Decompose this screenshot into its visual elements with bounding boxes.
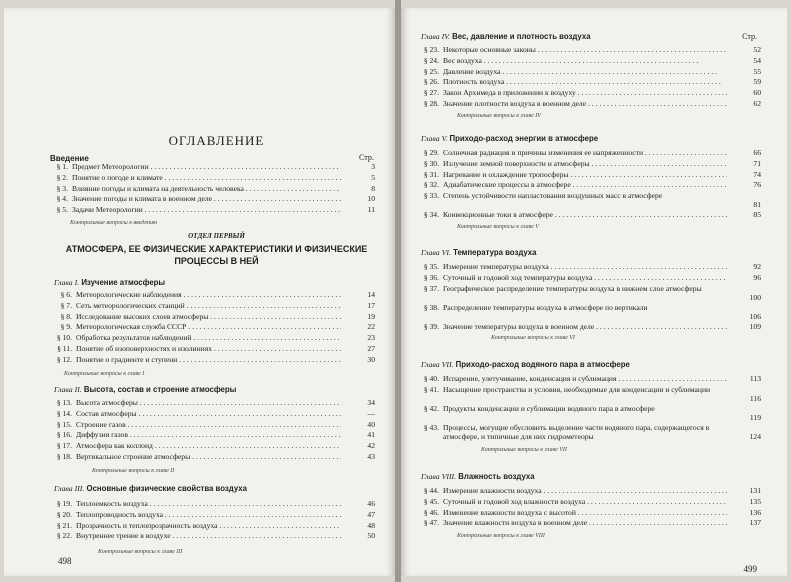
chapter-number: Глава VII. — [421, 360, 454, 369]
entry-text: Насыщение пространства и условия, необходимые для конденсации и сублимации — [443, 384, 711, 394]
chapter-number: Глава VIII. — [421, 472, 457, 481]
entry-text: Значение плотности воздуха в военном деле . . . — [443, 99, 727, 110]
chapter-1 — [54, 278, 375, 377]
chapter-heading — [421, 472, 761, 481]
entry-page: 96 — [753, 272, 761, 282]
toc-entry[interactable] — [54, 409, 375, 420]
entry-number: § 47. — [423, 518, 439, 528]
entry-text: Плотность воздуха . . . — [443, 77, 727, 88]
introduction-heading: Введение — [50, 154, 89, 163]
entry-number: § 36. — [423, 272, 439, 282]
toc-entry[interactable] — [50, 205, 375, 216]
toc-entry[interactable] — [421, 88, 761, 99]
chapter-number: Глава II. — [54, 385, 82, 394]
entry-page: 100 — [749, 292, 761, 302]
entry-text: Влияние погоды и климата на деятельность человека . . . — [72, 184, 341, 195]
toc-entry[interactable] — [421, 170, 761, 181]
entry-text: Внутреннее трение в воздухе . . . — [76, 531, 341, 542]
entry-text: Понятие о градиенте и ступени . . . — [76, 355, 341, 366]
entry-number: § 1. — [56, 162, 68, 171]
entry-page: 113 — [749, 374, 761, 383]
entry-page: 30 — [367, 354, 375, 364]
toc-title: ОГЛАВЛЕНИЕ — [168, 133, 265, 148]
entry-text: Адиабатические процессы в атмосфере . . . — [443, 180, 727, 191]
entry-page: 59 — [753, 77, 761, 87]
entry-number: § 3. — [56, 183, 68, 193]
left-page — [4, 8, 395, 576]
intro-control-questions: Контрольные вопросы к введению — [70, 219, 158, 226]
toc-entry[interactable] — [421, 191, 761, 210]
entry-number: § 17. — [56, 441, 72, 451]
entry-number: § 20. — [56, 509, 72, 519]
entry-page: 22 — [367, 322, 375, 332]
entry-number: § 23. — [423, 45, 439, 54]
chapter-control-questions: Контрольные вопросы к главе I — [64, 370, 145, 377]
entry-text: Закон Архимеда в приложении к воздуху . . . — [443, 88, 727, 99]
page-column-label: Стр. — [742, 32, 757, 41]
entry-text: Обработка результатов наблюдений . . . — [76, 333, 341, 344]
chapter-heading — [421, 32, 761, 41]
chapter-heading — [54, 385, 375, 394]
entry-text: Давление воздуха . . . — [443, 67, 727, 78]
toc-entry[interactable] — [54, 452, 375, 463]
entry-page: 55 — [753, 66, 761, 76]
chapter-heading — [54, 484, 375, 493]
chapter-number: Глава III. — [54, 484, 85, 493]
entry-text: Излучение земной поверхности и атмосферы . . . — [443, 159, 727, 170]
entry-number: § 29. — [423, 148, 439, 157]
toc-entry[interactable] — [54, 344, 375, 355]
entry-page: 42 — [367, 441, 375, 451]
entry-text: Прозрачность и теплопрозрачность воздуха . . . — [76, 521, 341, 532]
entry-page: 50 — [367, 531, 375, 541]
entry-number: § 9. — [60, 322, 72, 332]
entry-number: § 19. — [56, 499, 72, 508]
entry-number: § 31. — [423, 169, 439, 179]
entry-number: § 34. — [423, 210, 439, 220]
entry-text: Метеорологические наблюдения . . . — [76, 290, 341, 301]
entry-text: Солнечная радиация и причины изменения ее напряженности . . . — [443, 148, 727, 159]
entry-page: 43 — [367, 451, 375, 461]
entry-text: Вес воздуха . . . — [443, 56, 727, 67]
chapter-5 — [421, 134, 761, 230]
entry-number: § 28. — [423, 98, 439, 108]
toc-entry[interactable] — [54, 355, 375, 366]
chapter-heading — [421, 134, 761, 143]
toc-entry[interactable] — [421, 385, 761, 404]
toc-entry[interactable] — [421, 148, 761, 159]
entry-page: 76 — [753, 180, 761, 190]
toc-entry[interactable] — [421, 374, 761, 385]
entry-number: § 25. — [423, 66, 439, 76]
chapter-3 — [54, 484, 375, 555]
toc-entry[interactable] — [50, 184, 375, 195]
entry-text: Степень устойчивости напластования воздушных масс в атмосфере — [443, 191, 663, 201]
entry-number: § 13. — [56, 398, 72, 407]
entry-number: § 45. — [423, 496, 439, 506]
toc-entry[interactable] — [421, 423, 761, 442]
entry-page: 23 — [367, 333, 375, 343]
chapter-entries — [54, 290, 375, 366]
right-page — [401, 8, 787, 576]
toc-entry[interactable] — [54, 499, 375, 510]
chapter-name: Высота, состав и строение атмосферы — [83, 385, 237, 394]
entry-text: Диффузия газов . . . — [76, 430, 341, 441]
entry-number: § 26. — [423, 77, 439, 87]
entry-text: Измерение влажности воздуха . . . — [443, 486, 727, 497]
entry-page: 74 — [753, 169, 761, 179]
entry-number: § 15. — [56, 419, 72, 429]
entry-number: § 33. — [423, 191, 439, 201]
entry-number: § 38. — [423, 302, 439, 312]
entry-page: 106 — [749, 311, 761, 321]
entry-page: 5 — [371, 172, 375, 182]
toc-entry[interactable] — [421, 159, 761, 170]
page-number: 498 — [58, 556, 72, 566]
entry-page: 85 — [753, 210, 761, 220]
chapter-name: Вес, давление и плотность воздуха — [452, 32, 591, 41]
entry-text: Значение температуры воздуха в военном деле . . . — [443, 322, 727, 333]
entry-page: 27 — [367, 343, 375, 353]
entry-page: 109 — [749, 321, 761, 331]
chapter-7 — [421, 360, 761, 453]
entry-text: Значение погоды и климата в военном деле . . . — [72, 194, 341, 205]
chapter-control-questions: Контрольные вопросы к главе III — [98, 549, 183, 556]
entry-page: 3 — [371, 162, 375, 171]
entry-text: Теплопроводность воздуха . . . — [76, 510, 341, 521]
entry-number: § 35. — [423, 262, 439, 271]
chapter-name: Температура воздуха — [453, 248, 537, 257]
entry-page: 14 — [367, 290, 375, 299]
chapter-entries — [421, 148, 761, 221]
toc-entry[interactable] — [50, 173, 375, 184]
toc-entry[interactable] — [54, 301, 375, 312]
toc-entry[interactable] — [54, 322, 375, 333]
entry-text: Некоторые основные законы . . . — [443, 45, 727, 56]
entry-page: 71 — [753, 158, 761, 168]
entry-number: § 44. — [423, 486, 439, 495]
entry-text: Строение газов . . . — [76, 420, 341, 431]
entry-page: 136 — [749, 507, 761, 517]
entry-page: 54 — [753, 55, 761, 65]
toc-entry[interactable] — [421, 303, 761, 322]
entry-number: § 6. — [60, 290, 72, 299]
entry-text: Продукты конденсации и сублимации водяного пара в атмосфере — [443, 403, 655, 413]
entry-text: Атмосфера как коллоид . . . — [76, 441, 341, 452]
chapter-name: Изучение атмосферы — [81, 278, 166, 287]
chapter-control-questions: Контрольные вопросы к главе VIII — [457, 533, 545, 540]
entry-page: 8 — [371, 183, 375, 193]
entry-text: Процессы, могущие обусловить выделение части водяного пара, содержащегося в атмосфере, и типичные для них гидрометеоры — [443, 422, 710, 442]
page-number: 499 — [743, 564, 757, 574]
toc-entry[interactable] — [54, 398, 375, 409]
toc-entry[interactable] — [421, 45, 761, 56]
entry-number: § 43. — [423, 422, 439, 432]
entry-page: 119 — [749, 412, 761, 422]
entry-number: § 39. — [423, 321, 439, 331]
entry-number: § 7. — [60, 300, 72, 310]
toc-entry[interactable] — [421, 518, 761, 529]
entry-number: § 5. — [56, 205, 68, 215]
entry-number: § 21. — [56, 520, 72, 530]
entry-text: Распределение температуры воздуха в атмосфере по вертикали — [443, 302, 648, 312]
entry-page: 19 — [367, 311, 375, 321]
chapter-number: Глава V. — [421, 134, 448, 143]
entry-page: 137 — [749, 518, 761, 528]
entry-page: 34 — [367, 398, 375, 407]
entry-number: § 10. — [56, 333, 72, 343]
chapter-number: Глава VI. — [421, 248, 451, 257]
toc-entry[interactable] — [421, 99, 761, 110]
toc-entry[interactable] — [50, 162, 375, 173]
entry-page: 92 — [753, 262, 761, 271]
chapter-entries — [421, 374, 761, 442]
entry-text: Суточный и годовой ход температуры воздуха . . . — [443, 273, 727, 284]
chapter-4 — [421, 32, 761, 119]
entry-text: Теплоемкость воздуха . . . — [76, 499, 341, 510]
entry-text: Измерение температуры воздуха . . . — [443, 262, 727, 273]
chapter-control-questions: Контрольные вопросы к главе II — [92, 467, 175, 474]
entry-number: § 40. — [423, 374, 439, 383]
toc-entry[interactable] — [54, 430, 375, 441]
chapter-number: Глава IV. — [421, 32, 450, 41]
entry-page: — — [367, 408, 375, 418]
toc-entry[interactable] — [54, 312, 375, 323]
page-column-label: Стр. — [359, 153, 374, 162]
chapter-control-questions: Контрольные вопросы к главе IV — [457, 112, 541, 119]
entry-number: § 41. — [423, 384, 439, 394]
entry-text: Значение влажности воздуха в военном деле . . . — [443, 518, 727, 529]
chapter-control-questions: Контрольные вопросы к главе V — [457, 223, 539, 230]
toc-entry[interactable] — [421, 210, 761, 221]
entry-text: Метеорологическая служба СССР . . . — [76, 322, 341, 333]
entry-page: 10 — [367, 194, 375, 204]
entry-number: § 12. — [56, 354, 72, 364]
entry-text: Вертикальное строение атмосферы . . . — [76, 452, 341, 463]
toc-entry[interactable] — [421, 56, 761, 67]
entry-page: 66 — [753, 148, 761, 157]
entry-number: § 27. — [423, 88, 439, 98]
entry-text: Сеть метеорологических станций . . . — [76, 301, 341, 312]
entry-number: § 8. — [60, 311, 72, 321]
chapter-entries — [421, 45, 761, 110]
entry-number: § 22. — [56, 531, 72, 541]
entry-number: § 2. — [56, 172, 68, 182]
chapter-name: Влажность воздуха — [458, 472, 535, 481]
toc-entry[interactable] — [54, 333, 375, 344]
chapter-6 — [421, 248, 761, 341]
entry-number: § 46. — [423, 507, 439, 517]
entry-number: § 14. — [56, 408, 72, 418]
entry-text: Состав атмосферы . . . — [76, 409, 341, 420]
entry-text: Понятие о погоде и климате . . . — [72, 173, 341, 184]
entry-number: § 37. — [423, 283, 439, 293]
entry-text: Нагревание и охлаждение тропосферы . . . — [443, 170, 727, 181]
chapter-control-questions: Контрольные вопросы к главе VII — [481, 446, 567, 453]
chapter-8 — [421, 472, 761, 539]
chapter-name: Приходо-расход водяного пара в атмосфере — [455, 360, 630, 369]
chapter-name: Приходо-расход энергии в атмосфере — [449, 134, 599, 143]
entry-number: § 16. — [56, 430, 72, 440]
toc-entry[interactable] — [421, 77, 761, 88]
entry-page: 124 — [749, 431, 761, 441]
entry-number: § 24. — [423, 55, 439, 65]
chapter-heading — [421, 248, 761, 257]
entry-page: 47 — [367, 509, 375, 519]
chapter-control-questions: Контрольные вопросы к главе VI — [491, 335, 575, 342]
entry-page: 52 — [753, 45, 761, 54]
intro-list — [50, 162, 375, 226]
entry-page: 81 — [753, 200, 761, 210]
chapter-heading — [421, 360, 761, 369]
toc-entry[interactable] — [421, 180, 761, 191]
entry-page: 40 — [367, 419, 375, 429]
intro-entries — [50, 162, 375, 216]
entry-page: 11 — [367, 205, 375, 215]
entry-page: 131 — [749, 486, 761, 495]
entry-text: Испарение, улетучивание, конденсация и сублимация . . . — [443, 374, 727, 385]
toc-entry[interactable] — [421, 284, 761, 303]
chapter-number: Глава I. — [54, 278, 80, 287]
chapter-name: Основные физические свойства воздуха — [86, 484, 247, 493]
toc-entry[interactable] — [54, 420, 375, 431]
entry-text: Географическое распределение температуры воздуха в нижнем слое атмосферы — [443, 283, 702, 293]
toc-entry[interactable] — [54, 441, 375, 452]
entry-text: Изменение влажности воздуха с высотой . . . — [443, 508, 727, 519]
entry-number: § 42. — [423, 403, 439, 413]
entry-page: 46 — [367, 499, 375, 508]
chapter-2 — [54, 385, 375, 474]
toc-entry[interactable] — [54, 521, 375, 532]
toc-entry[interactable] — [421, 508, 761, 519]
chapter-entries — [421, 262, 761, 332]
entry-text: Задачи Метеорологии . . . — [72, 205, 341, 216]
toc-entry[interactable] — [421, 404, 761, 423]
chapter-entries — [421, 486, 761, 529]
entry-page: 62 — [753, 98, 761, 108]
part-label: ОТДЕЛ ПЕРВЫЙ — [188, 232, 245, 240]
entry-page: 135 — [749, 496, 761, 506]
toc-entry[interactable] — [54, 531, 375, 542]
entry-text: Высота атмосферы . . . — [76, 398, 341, 409]
entry-number: § 4. — [56, 194, 68, 204]
toc-entry[interactable] — [421, 262, 761, 273]
entry-page: 17 — [367, 300, 375, 310]
entry-page: 60 — [753, 88, 761, 98]
chapter-entries — [54, 398, 375, 463]
toc-entry[interactable] — [421, 322, 761, 333]
toc-entry[interactable] — [54, 510, 375, 521]
entry-page: 116 — [749, 393, 761, 403]
part-title: АТМОСФЕРА, ЕЕ ФИЗИЧЕСКИЕ ХАРАКТЕРИСТИКИ И ФИЗИЧЕСКИЕ ПРОЦЕССЫ В НЕЙ — [65, 244, 368, 266]
toc-entry[interactable] — [421, 497, 761, 508]
entry-text: Суточный и годовой ход влажности воздуха . . . — [443, 497, 727, 508]
entry-number: § 11. — [57, 343, 72, 353]
entry-text: Исследование высоких слоев атмосферы . . . — [76, 312, 341, 323]
chapter-entries — [54, 499, 375, 542]
toc-entry[interactable] — [421, 273, 761, 284]
entry-number: § 32. — [423, 180, 439, 190]
entry-text: Конвекционные токи в атмосфере . . . — [443, 210, 727, 221]
toc-entry[interactable] — [54, 290, 375, 301]
entry-number: § 30. — [423, 158, 439, 168]
entry-number: § 18. — [56, 451, 72, 461]
entry-text: Предмет Метеорологии . . . — [72, 162, 341, 173]
entry-text: Понятие об изоповерхностях и изолиниях . . . — [76, 344, 341, 355]
toc-entry[interactable] — [421, 67, 761, 78]
chapter-heading — [54, 278, 375, 287]
entry-page: 41 — [367, 430, 375, 440]
toc-entry[interactable] — [50, 194, 375, 205]
entry-page: 48 — [367, 520, 375, 530]
toc-entry[interactable] — [421, 486, 761, 497]
